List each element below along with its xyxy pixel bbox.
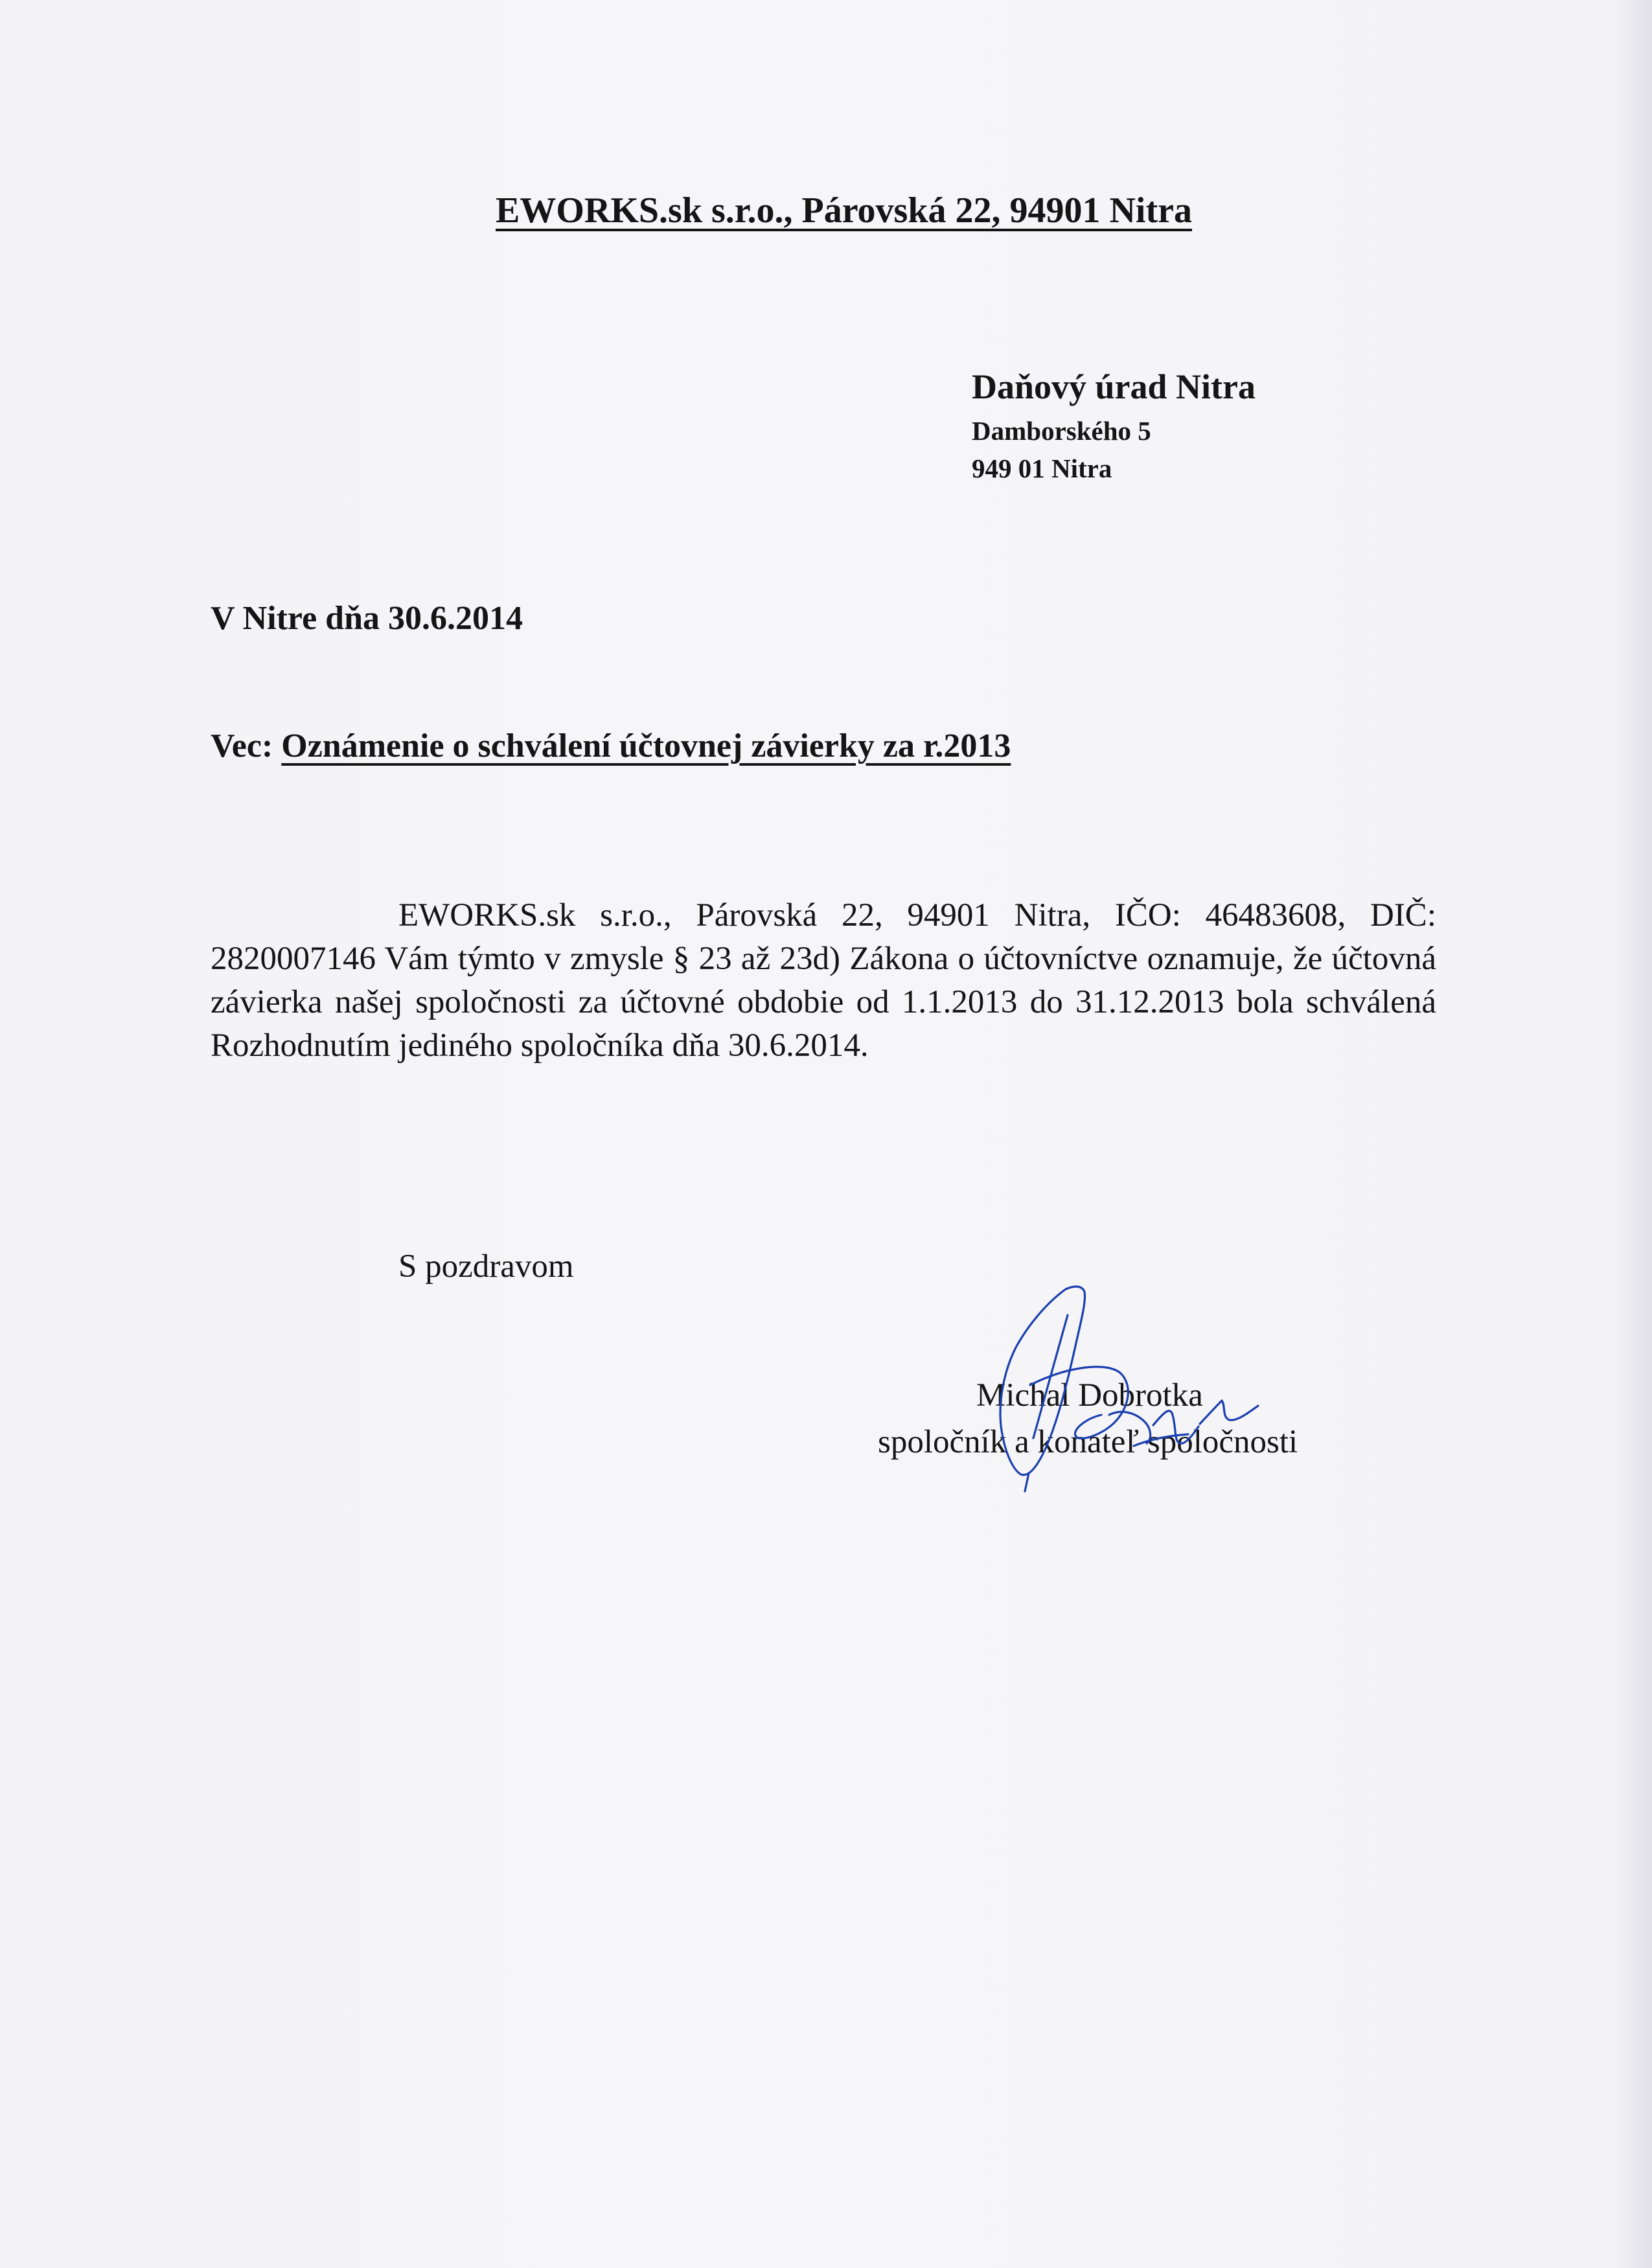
subject-text: Oznámenie o schválení účtovnej závierky za r.2013 — [281, 727, 1011, 764]
company-header: EWORKS.sk s.r.o., Párovská 22, 94901 Nitra — [496, 190, 1192, 231]
signatory-name: Michal Dobrotka — [976, 1377, 1203, 1414]
recipient-street: Damborského 5 — [972, 416, 1151, 446]
recipient-city: 949 01 Nitra — [972, 453, 1112, 483]
subject-label: Vec: — [211, 727, 273, 764]
body-paragraph: EWORKS.sk s.r.o., Párovská 22, 94901 Nitra, IČO: 46483608, DIČ: 2820007146 Vám týmto v zmysle § 23 až 23d) Zákona o účtovníctve oznamuje, že účtovná závierka našej spoločnosti za účtovné obdobie od 1.1.2013 do 31.12.2013 bola schválená Rozhodnutím jediného spoločníka dňa 30.6.2014. — [211, 897, 1436, 1064]
signatory-role: spoločník a konateľ spoločnosti — [878, 1424, 1298, 1460]
recipient-address — [972, 361, 1256, 487]
subject-line — [211, 724, 1011, 769]
greeting: S pozdravom — [398, 1248, 574, 1285]
date-line: V Nitre dňa 30.6.2014 — [211, 600, 523, 637]
recipient-name: Daňový úrad Nitra — [972, 367, 1256, 406]
scan-edge-shadow — [1613, 0, 1652, 2268]
handwritten-signature-icon — [939, 1276, 1276, 1509]
